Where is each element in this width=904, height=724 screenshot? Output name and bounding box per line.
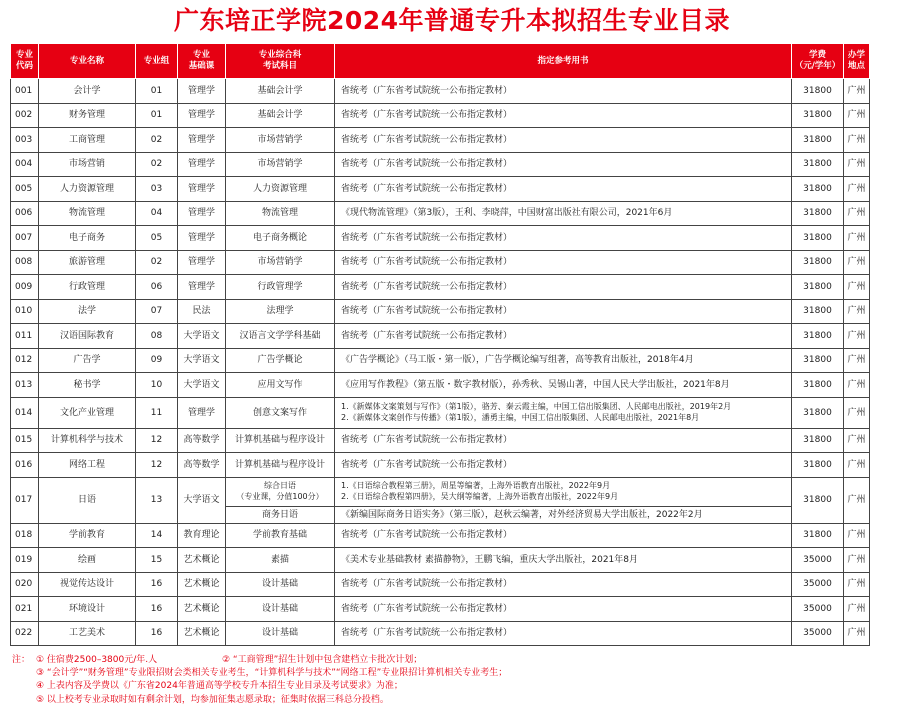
table-row: 005 人力资源管理 03 管理学 人力资源管理 省统考（广东省考试院统一公布指定教材） 31800 广州 bbox=[11, 177, 870, 202]
note-2: ② “工商管理”招生计划中包含建档立卡批次计划； bbox=[222, 655, 423, 665]
table-row: 003 工商管理 02 管理学 市场营销学 省统考（广东省考试院统一公布指定教材） 31800 广州 bbox=[11, 128, 870, 153]
table-row: 015 计算机科学与技术 12 高等数学 计算机基础与程序设计 省统考（广东省考试院统一公布指定教材） 31800 广州 bbox=[11, 428, 870, 453]
table-header-row bbox=[11, 44, 870, 79]
table-row: 012 广告学 09 大学语文 广告学概论 《广告学概论》（马工版・第一版），广告学概论编写组著，高等教育出版社，2018年4月 31800 广州 bbox=[11, 348, 870, 373]
table-row: 010 法学 07 民法 法理学 省统考（广东省考试院统一公布指定教材） 31800 广州 bbox=[11, 299, 870, 324]
note-4: ④ 上表内容及学费以《广东省2024年普通高等学校专升本招生专业目录及考试要求》为准； bbox=[36, 681, 403, 692]
table-row: 011 汉语国际教育 08 大学语文 汉语言文学学科基础 省统考（广东省考试院统一公布指定教材） 31800 广州 bbox=[11, 324, 870, 349]
header-reference-books: 指定参考用书 bbox=[335, 44, 792, 79]
table-row: 017 日语 13 大学语文 综合日语 （专业课，分值100分） 1.《日语综合教程第三册》，周星等编著，上海外语教育出版社，2022年9月 2.《日语综合教程第四册》，吴大纲等编著，上海外语教育出版社，2022年9月 31800 广州 bbox=[11, 477, 870, 506]
note-3: ③ “会计学”“财务管理”专业限招财会类相关专业考生，“计算机科学与技术”“网络工程”专业限招计算机相关专业考生； bbox=[36, 668, 508, 679]
program-catalog-table bbox=[10, 43, 870, 646]
table-row: 019 绘画 15 艺术概论 素描 《美术专业基础教材 素描静物》，王鹏飞编，重庆大学出版社，2021年8月 35000 广州 bbox=[11, 548, 870, 573]
table-row: 001 会计学 01 管理学 基础会计学 省统考（广东省考试院统一公布指定教材） 31800 广州 bbox=[11, 79, 870, 104]
table-row: 007 电子商务 05 管理学 电子商务概论 省统考（广东省考试院统一公布指定教材） 31800 广州 bbox=[11, 226, 870, 251]
table-row: 009 行政管理 06 管理学 行政管理学 省统考（广东省考试院统一公布指定教材） 31800 广州 bbox=[11, 275, 870, 300]
table-row: 008 旅游管理 02 管理学 市场营销学 省统考（广东省考试院统一公布指定教材） 31800 广州 bbox=[11, 250, 870, 275]
header-comprehensive-subject: 专业综合科 考试科目 bbox=[226, 44, 335, 79]
table-row: 002 财务管理 01 管理学 基础会计学 省统考（广东省考试院统一公布指定教材） 31800 广州 bbox=[11, 103, 870, 128]
table-row: 014 文化产业管理 11 管理学 创意文案写作 1.《新媒体文案策划与写作》（第1版），骆芳、秦云霞主编，中国工信出版集团、人民邮电出版社，2019年2月 2.《新媒体文案创作与传播》（第1版），潘勇主编，中国工信出版集团、人民邮电出版社，2021年8月 31800 广州 bbox=[11, 397, 870, 428]
table-row: 013 秘书学 10 大学语文 应用文写作 《应用写作教程》（第五版・数字教材版），孙秀秋、吴锡山著，中国人民大学出版社，2021年8月 31800 广州 bbox=[11, 373, 870, 398]
table-row: 016 网络工程 12 高等数学 计算机基础与程序设计 省统考（广东省考试院统一公布指定教材） 31800 广州 bbox=[11, 453, 870, 478]
table-row: 006 物流管理 04 管理学 物流管理 《现代物流管理》（第3版），王利、李晓萍，中国财富出版社有限公司，2021年6月 31800 广州 bbox=[11, 201, 870, 226]
notes-label: 注： bbox=[12, 655, 31, 665]
header-location: 办学 地点 bbox=[844, 44, 870, 79]
table-row: 商务日语 《新编国际商务日语实务》（第三版），赵秋云编著，对外经济贸易大学出版社，2022年2月 bbox=[11, 506, 870, 523]
header-code: 专业 代码 bbox=[11, 44, 39, 79]
header-basic-course: 专业 基础课 bbox=[178, 44, 226, 79]
table-row: 018 学前教育 14 教育理论 学前教育基础 省统考（广东省考试院统一公布指定教材） 31800 广州 bbox=[11, 523, 870, 548]
header-name: 专业名称 bbox=[39, 44, 136, 79]
table-row: 004 市场营销 02 管理学 市场营销学 省统考（广东省考试院统一公布指定教材） 31800 广州 bbox=[11, 152, 870, 177]
footnotes bbox=[12, 654, 892, 707]
table-row: 020 视觉传达设计 16 艺术概论 设计基础 省统考（广东省考试院统一公布指定教材） 35000 广州 bbox=[11, 572, 870, 597]
table-row: 021 环境设计 16 艺术概论 设计基础 省统考（广东省考试院统一公布指定教材） 35000 广州 bbox=[11, 597, 870, 622]
table-row: 022 工艺美术 16 艺术概论 设计基础 省统考（广东省考试院统一公布指定教材） 35000 广州 bbox=[11, 621, 870, 646]
header-tuition: 学费 （元/学年） bbox=[792, 44, 844, 79]
note-5: ⑤ 以上校考专业录取时如有剩余计划，均参加征集志愿录取；征集时依据三科总分投档。 bbox=[36, 694, 389, 705]
page-title: 广东培正学院2024年普通专升本拟招生专业目录 bbox=[173, 6, 731, 35]
header-group: 专业组 bbox=[136, 44, 178, 79]
note-1: ① 住宿费2500–3800元/年.人 bbox=[36, 655, 158, 665]
